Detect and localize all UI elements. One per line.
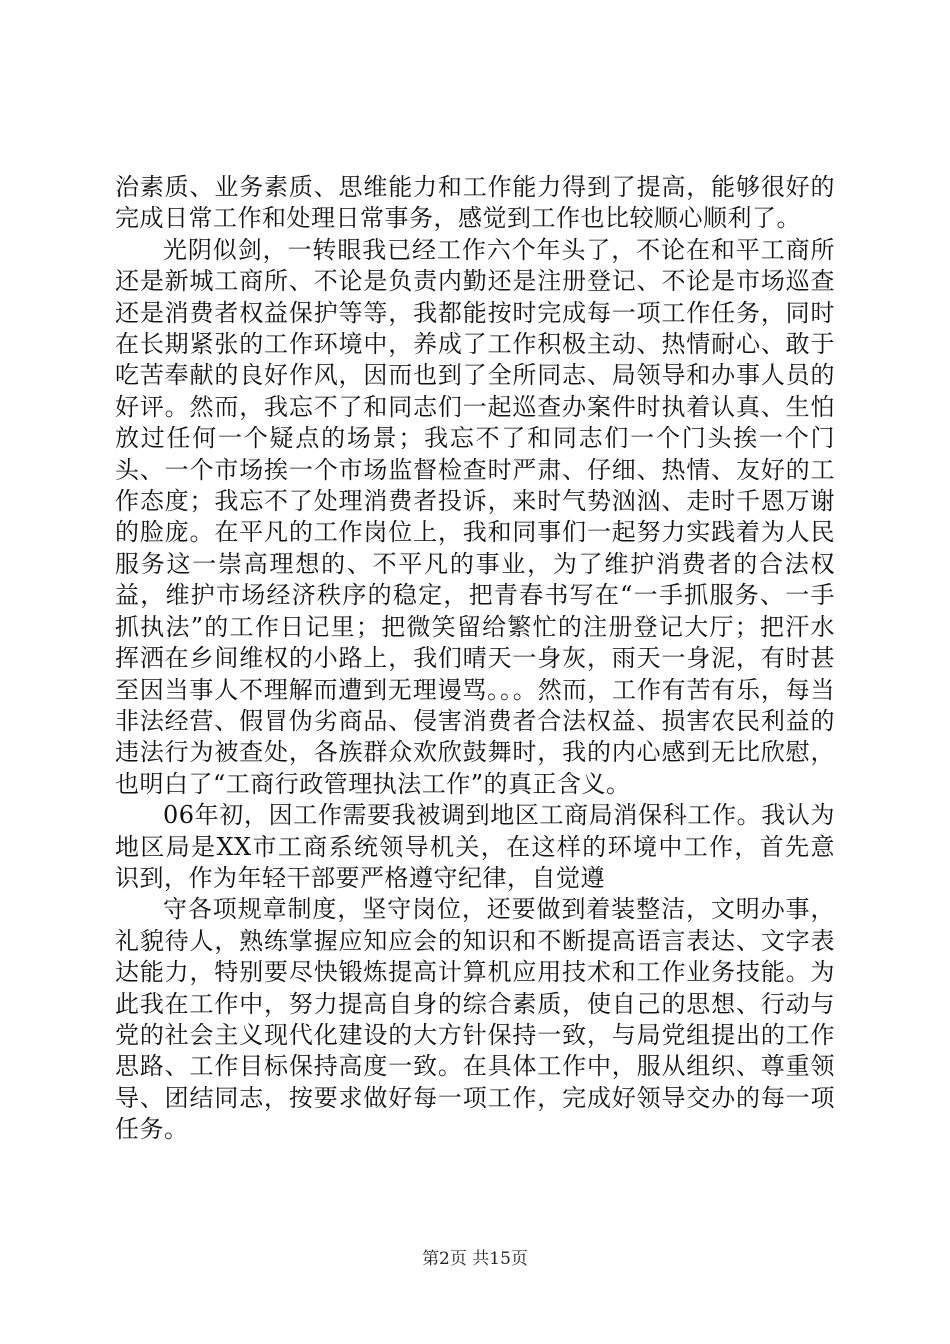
paragraph-4: 守各项规章制度，坚守岗位，还要做到着装整洁，文明办事，礼貌待人，熟练掌握应知应会的知识和不断提高语言表达、文字表达能力，特别要尽快锻炼提高计算机应用技术和工作业务技能。为此我在工作中，努力提高自身的综合素质，使自己的思想、行动与党的社会主义现代化建设的大方针保持一致，与局党组提出的工作思路、工作目标保持高度一致。在具体工作中，服从组织、尊重领导、团结同志，按要求做好每一项工作，完成好领导交办的每一项任务。 (115, 895, 835, 1144)
paragraph-3: 06年初，因工作需要我被调到地区工商局消保科工作。我认为地区局是XX市工商系统领导机关，在这样的环境中工作，首先意识到，作为年轻干部要严格遵守纪律，自觉遵 (115, 801, 835, 892)
paragraph-1: 治素质、业务素质、思维能力和工作能力得到了提高，能够很好的完成日常工作和处理日常事务，感觉到工作也比较顺心顺利了。 (115, 173, 835, 233)
document-body (115, 172, 835, 1146)
paragraph-2: 光阴似剑，一转眼我已经工作六个年头了，不论在和平工商所还是新城工商所、不论是负责内勤还是注册登记、不论是市场巡查还是消费者权益保护等等，我都能按时完成每一项工作任务，同时在长期紧张的工作环境中，养成了工作积极主动、热情耐心、敢于吃苦奉献的良好作风，因而也到了全所同志、局领导和办事人员的好评。然而，我忘不了和同志们一起巡查办案件时执着认真、生怕放过任何一个疑点的场景；我忘不了和同志们一个门头挨一个门头、一个市场挨一个市场监督检查时严肃、仔细、热情、友好的工作态度；我忘不了处理消费者投诉，来时气势汹汹、走时千恩万谢的脸庞。在平凡的工作岗位上，我和同事们一起努力实践着为人民服务这一崇高理想的、不平凡的事业，为了维护消费者的合法权益，维护市场经济秩序的稳定，把青春书写在“一手抓服务、一手抓执法”的工作日记里；把微笑留给繁忙的注册登记大厅；把汗水挥洒在乡间维权的小路上，我们晴天一身灰，雨天一身泥，有时甚至因当事人不理解而遭到无理谩骂。。。然而，工作有苦有乐，每当非法经营、假冒伪劣商品、侵害消费者合法权益、损害农民利益的违法行为被查处，各族群众欢欣鼓舞时，我的内心感到无比欣慰，也明白了“工商行政管理执法工作”的真正含义。 (115, 235, 835, 798)
page-number-footer: 第2页 共15页 (422, 1249, 528, 1269)
